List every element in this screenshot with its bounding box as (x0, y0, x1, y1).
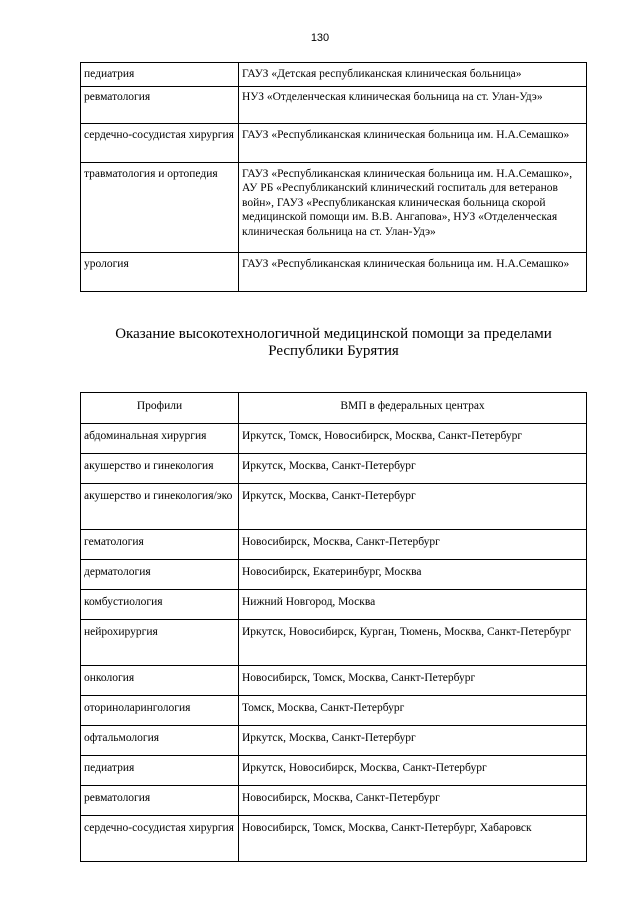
profile-cell: комбустиология (81, 590, 239, 620)
table-row (81, 530, 587, 560)
institution-cell: ГАУЗ «Республиканская клиническая больница им. Н.А.Семашко» (239, 123, 587, 162)
centers-cell: Иркутск, Москва, Санкт-Петербург (239, 726, 587, 756)
table-row (81, 86, 587, 123)
table-row (81, 63, 587, 87)
table-row (81, 816, 587, 862)
centers-cell: Томск, Москва, Санкт-Петербург (239, 696, 587, 726)
institution-cell: ГАУЗ «Республиканская клиническая больница им. Н.А.Семашко», АУ РБ «Республиканский клинический госпиталь для ветеранов войн», ГАУЗ «Республиканская клиническая больница скорой медицинской помощи им. В.В. Ангапова», НУЗ «Отделенческая клиническая больница на ст. Улан-Удэ» (239, 162, 587, 252)
profile-cell: урология (81, 252, 239, 291)
institution-cell: ГАУЗ «Детская республиканская клиническая больница» (239, 63, 587, 87)
profile-cell: гематология (81, 530, 239, 560)
institution-cell: НУЗ «Отделенческая клиническая больница на ст. Улан-Удэ» (239, 86, 587, 123)
profiles-column-header: Профили (81, 393, 239, 424)
institution-cell: ГАУЗ «Республиканская клиническая больница им. Н.А.Семашко» (239, 252, 587, 291)
profile-cell: травматология и ортопедия (81, 162, 239, 252)
profile-cell: акушерство и гинекология (81, 454, 239, 484)
profile-cell: педиатрия (81, 756, 239, 786)
profile-cell: педиатрия (81, 63, 239, 87)
profile-cell: оториноларингология (81, 696, 239, 726)
profile-cell: сердечно-сосудистая хирургия (81, 816, 239, 862)
centers-column-header: ВМП в федеральных центрах (239, 393, 587, 424)
table-row (81, 726, 587, 756)
centers-cell: Иркутск, Новосибирск, Курган, Тюмень, Москва, Санкт-Петербург (239, 620, 587, 666)
table-row (81, 786, 587, 816)
table-row (81, 560, 587, 590)
centers-cell: Новосибирск, Екатеринбург, Москва (239, 560, 587, 590)
table-row (81, 756, 587, 786)
table-row (81, 696, 587, 726)
centers-cell: Новосибирск, Томск, Москва, Санкт-Петербург (239, 666, 587, 696)
centers-cell: Иркутск, Москва, Санкт-Петербург (239, 484, 587, 530)
centers-cell: Новосибирск, Томск, Москва, Санкт-Петербург, Хабаровск (239, 816, 587, 862)
table-row (81, 252, 587, 291)
table-row (81, 424, 587, 454)
profile-cell: акушерство и гинекология/эко (81, 484, 239, 530)
profile-cell: дерматология (81, 560, 239, 590)
profile-cell: онкология (81, 666, 239, 696)
centers-cell: Новосибирск, Москва, Санкт-Петербург (239, 530, 587, 560)
profile-cell: ревматология (81, 86, 239, 123)
profile-cell: нейрохирургия (81, 620, 239, 666)
table-row (81, 666, 587, 696)
table-row (81, 620, 587, 666)
profile-cell: абдоминальная хирургия (81, 424, 239, 454)
centers-cell: Нижний Новгород, Москва (239, 590, 587, 620)
table-header-row (81, 393, 587, 424)
table-row (81, 123, 587, 162)
regional-institutions-table (80, 62, 587, 292)
table-row (81, 454, 587, 484)
table-row (81, 590, 587, 620)
centers-cell: Иркутск, Томск, Новосибирск, Москва, Санкт-Петербург (239, 424, 587, 454)
profile-cell: офтальмология (81, 726, 239, 756)
table-row (81, 484, 587, 530)
page-number: 130 (310, 32, 330, 44)
table-row (81, 162, 587, 252)
centers-cell: Иркутск, Москва, Санкт-Петербург (239, 454, 587, 484)
centers-cell: Новосибирск, Москва, Санкт-Петербург (239, 786, 587, 816)
federal-centers-table (80, 392, 587, 862)
centers-cell: Иркутск, Новосибирск, Москва, Санкт-Петербург (239, 756, 587, 786)
profile-cell: ревматология (81, 786, 239, 816)
section-heading: Оказание высокотехнологичной медицинской помощи за пределами Республики Бурятия (115, 326, 552, 359)
profile-cell: сердечно-сосудистая хирургия (81, 123, 239, 162)
